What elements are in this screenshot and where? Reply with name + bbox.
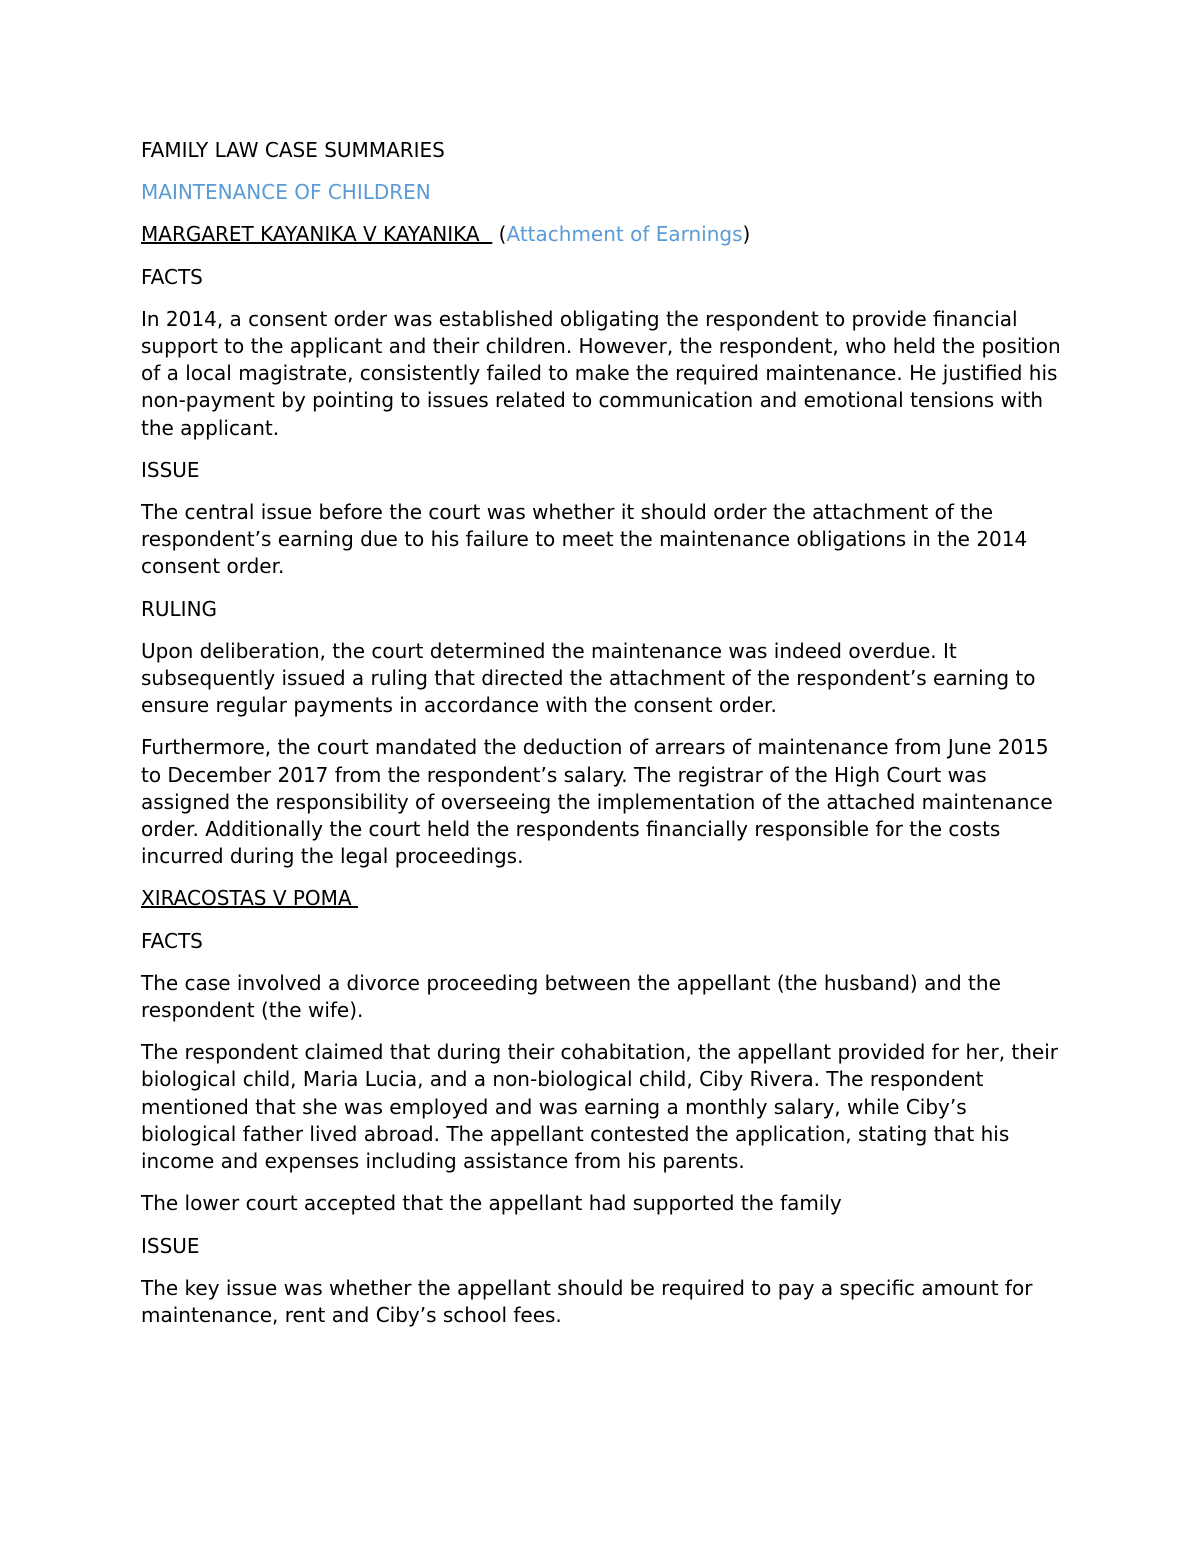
ruling-paragraph: Upon deliberation, the court determined the maintenance was indeed overdue. It subsequently issued a ruling that directed the attachment of the respondent’s earning to ensure regular payments in accordance with the consent order. <box>141 638 1036 718</box>
facts-paragraph: In 2014, a consent order was established obligating the respondent to provide financial support to the applicant and their children. However, the respondent, who held the position of a local magistrate, consistently failed to make the required maintenance. He justified his non-payment by pointing to issues related to communication and emotional tensions with the applicant. <box>141 306 1061 440</box>
case-heading <box>141 221 1066 248</box>
issue-paragraph: The central issue before the court was whether it should order the attachment of the respondent’s earning due to his failure to meet the maintenance obligations in the 2014 consent order. <box>141 500 1028 579</box>
case-title: MARGARET KAYANIKA V KAYANIKA <box>141 222 493 247</box>
issue-heading: ISSUE <box>141 1233 200 1258</box>
document-subtitle: MAINTENANCE OF CHILDREN <box>141 180 431 205</box>
case-note-close: ) <box>742 222 751 247</box>
facts-heading: FACTS <box>141 264 203 289</box>
ruling-paragraph: Furthermore, the court mandated the deduction of arrears of maintenance from June 2015 to December 2017 from the respondent’s salary. The registrar of the High Court was assigned the responsibility of overseeing the implementation of the attached maintenance order. Additionally the court held the respondents financially responsible for the costs incurred during the legal proceedings. <box>141 735 1053 869</box>
facts-paragraph: The case involved a divorce proceeding between the appellant (the husband) and the respondent (the wife). <box>141 970 1001 1023</box>
issue-heading: ISSUE <box>141 457 200 482</box>
facts-paragraph: The lower court accepted that the appellant had supported the family <box>141 1191 842 1216</box>
document-title: FAMILY LAW CASE SUMMARIES <box>141 138 445 162</box>
issue-paragraph: The key issue was whether the appellant should be required to pay a specific amount for maintenance, rent and Ciby’s school fees. <box>141 1275 1033 1327</box>
case-title: XIRACOSTAS V POMA <box>141 886 358 911</box>
facts-heading: FACTS <box>141 928 203 953</box>
case-heading <box>141 885 1066 912</box>
case-note-open: ( <box>492 222 507 247</box>
case-note: Attachment of Earnings <box>506 222 743 247</box>
document-page <box>141 137 1066 1344</box>
facts-paragraph: The respondent claimed that during their cohabitation, the appellant provided for her, their biological child, Maria Lucia, and a non-biological child, Ciby Rivera. The respondent mentioned that she was employed and was earning a monthly salary, while Ciby’s biological father lived abroad. The appellant contested the application, stating that his income and expenses including assistance from his parents. <box>141 1040 1059 1174</box>
ruling-heading: RULING <box>141 596 218 621</box>
